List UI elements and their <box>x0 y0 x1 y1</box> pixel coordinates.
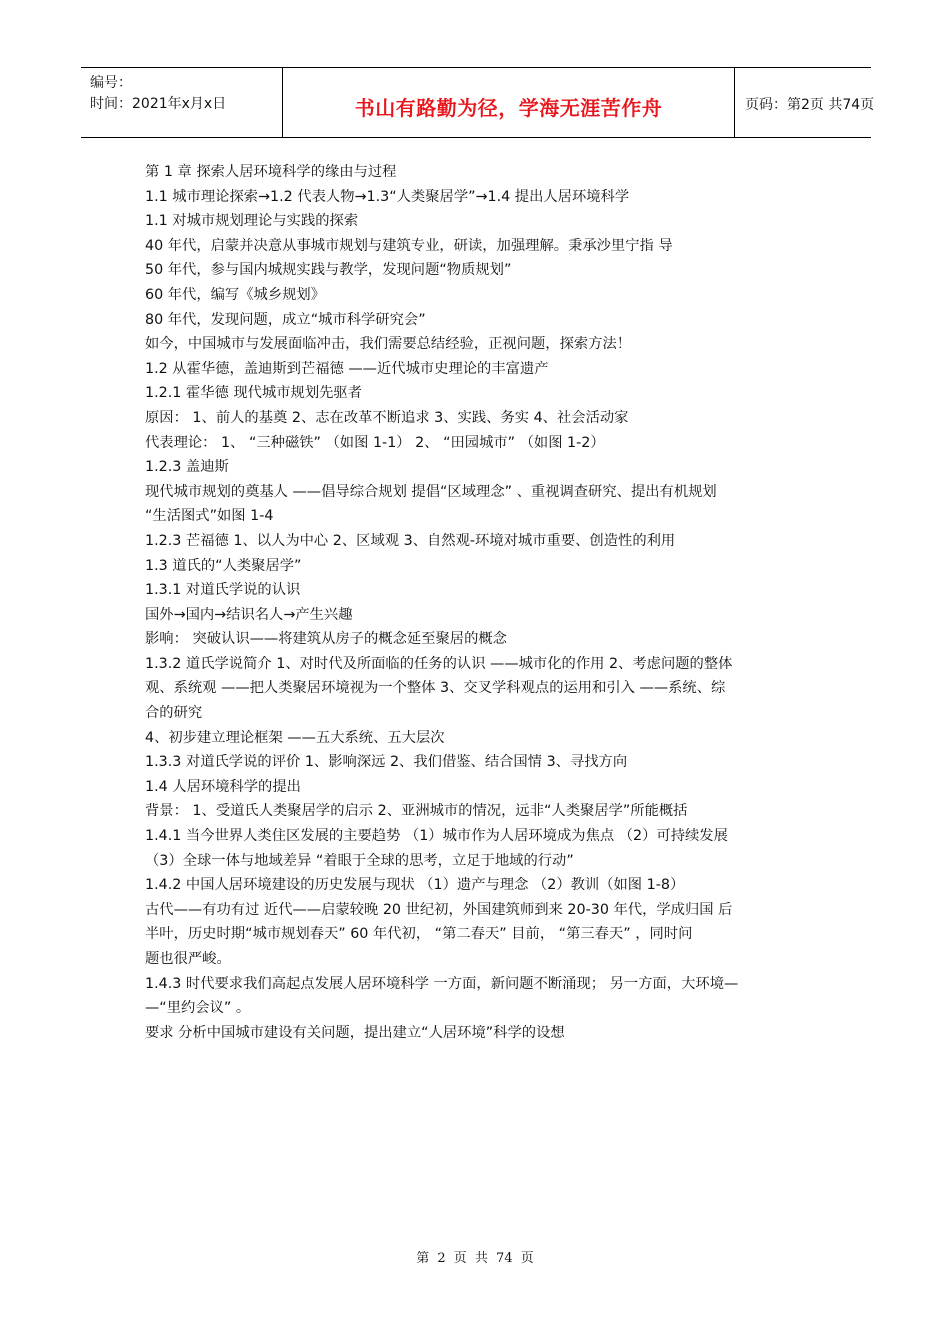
text-line: 国外→国内→结识名人→产生兴趣 <box>145 606 353 623</box>
text-line: 4、初步建立理论框架 ——五大系统、五大层次 <box>145 729 445 746</box>
text-line: 1.4.1 当今世界人类住区发展的主要趋势 （1）城市作为人居环境成为焦点 （2）可持续发展 <box>145 828 728 845</box>
text-line: （3）全球一体与地域差异 “着眼于全球的思考，立足于地域的行动” <box>145 852 574 869</box>
text-line: 如今，中国城市与发展面临冲击，我们需要总结经验，正视问题，探索方法！ <box>145 336 632 353</box>
text-line: 第 1 章 探索人居环境科学的缘由与过程 <box>145 164 397 180</box>
text-line: 1.3.2 道氏学说简介 1、对时代及所面临的任务的认识 ——城市化的作用 2、考虑问题的整体 <box>145 655 733 672</box>
text-line: 代表理论： 1、 “三种磁铁” （如图 1-1） 2、 “田园城市” （如图 1-2） <box>145 434 605 451</box>
page-header <box>81 67 875 138</box>
text-line: 60 年代，编写《城乡规划》 <box>145 286 326 303</box>
text-line: 合的研究 <box>145 705 203 722</box>
text-line: 40 年代，启蒙并决意从事城市规划与建筑专业，研读，加强理解。秉承沙里宁指 导 <box>145 237 673 254</box>
text-line: 1.4 人居环境科学的提出 <box>145 778 301 795</box>
text-line: 1.4.3 时代要求我们高起点发展人居环境科学 一方面，新问题不断涌现； 另一方面，大环境— <box>145 975 739 992</box>
text-line: 古代——有功有过 近代——启蒙较晚 20 世纪初，外国建筑师到来 20-30 年代，学成归国 后 <box>145 901 733 918</box>
header-motto-cell <box>282 68 735 137</box>
page-footer: 第 2 页 共 74 页 <box>416 1251 534 1266</box>
text-line: 80 年代，发现问题，成立“城市科学研究会” <box>145 311 426 328</box>
text-line: 半叶，历史时期“城市规划春天” 60 年代初， “第二春天” 目前， “第三春天” ，同时问 <box>145 926 693 943</box>
text-line: 原因： 1、前人的基奠 2、志在改革不断追求 3、实践、务实 4、社会活动家 <box>145 409 629 426</box>
document-date-label: 时间：2021年x月x日 <box>90 96 227 112</box>
text-line: 50 年代，参与国内城规实践与教学，发现问题“物质规划” <box>145 262 512 279</box>
text-line: 1.4.2 中国人居环境建设的历史发展与现状 （1）遗产与理念 （2）教训（如图 1-8） <box>145 877 685 894</box>
document-number-label: 编号： <box>90 75 132 91</box>
text-line: 现代城市规划的奠基人 ——倡导综合规划 提倡“区域理念” 、重视调查研究、提出有机规划 <box>145 483 717 500</box>
header-meta-cell <box>81 68 282 137</box>
text-line: 1.1 对城市规划理论与实践的探索 <box>145 213 359 230</box>
text-line: “生活图式”如图 1-4 <box>145 508 274 525</box>
motto-text: 书山有路勤为径，学海无涯苦作舟 <box>354 96 663 120</box>
text-line: 背景： 1、受道氏人类聚居学的启示 2、亚洲城市的情况，远非“人类聚居学”所能概括 <box>145 803 688 820</box>
text-line: 1.2.3 芒福德 1、以人为中心 2、区域观 3、自然观-环境对城市重要、创造性的利用 <box>145 532 676 549</box>
text-line: 1.1 城市理论探索→1.2 代表人物→1.3“人类聚居学”→1.4 提出人居环境科学 <box>145 188 630 205</box>
text-line: 观、系统观 ——把人类聚居环境视为一个整体 3、交叉学科观点的运用和引入 ——系统、综 <box>145 680 726 697</box>
text-line: 1.3.3 对道氏学说的评价 1、影响深远 2、我们借鉴、结合国情 3、寻找方向 <box>145 754 628 771</box>
text-line: 题也很严峻。 <box>145 951 231 967</box>
text-line: 1.2.1 霍华德 现代城市规划先驱者 <box>145 385 363 402</box>
document-body <box>145 160 810 1045</box>
header-page-info: 页码：第2页 共74页 <box>745 97 875 113</box>
header-page-cell <box>735 68 875 137</box>
text-line: 要求 分析中国城市建设有关问题，提出建立“人居环境”科学的设想 <box>145 1024 565 1041</box>
text-line: 1.2 从霍华德，盖迪斯到芒福德 ——近代城市史理论的丰富遗产 <box>145 360 549 377</box>
text-line: 1.3 道氏的“人类聚居学” <box>145 557 302 574</box>
text-line: 1.3.1 对道氏学说的认识 <box>145 582 301 599</box>
text-line: 影响： 突破认识——将建筑从房子的概念延至聚居的概念 <box>145 631 507 648</box>
text-line: 1.2.3 盖迪斯 <box>145 459 229 476</box>
text-line: —“里约会议” 。 <box>145 1000 251 1017</box>
